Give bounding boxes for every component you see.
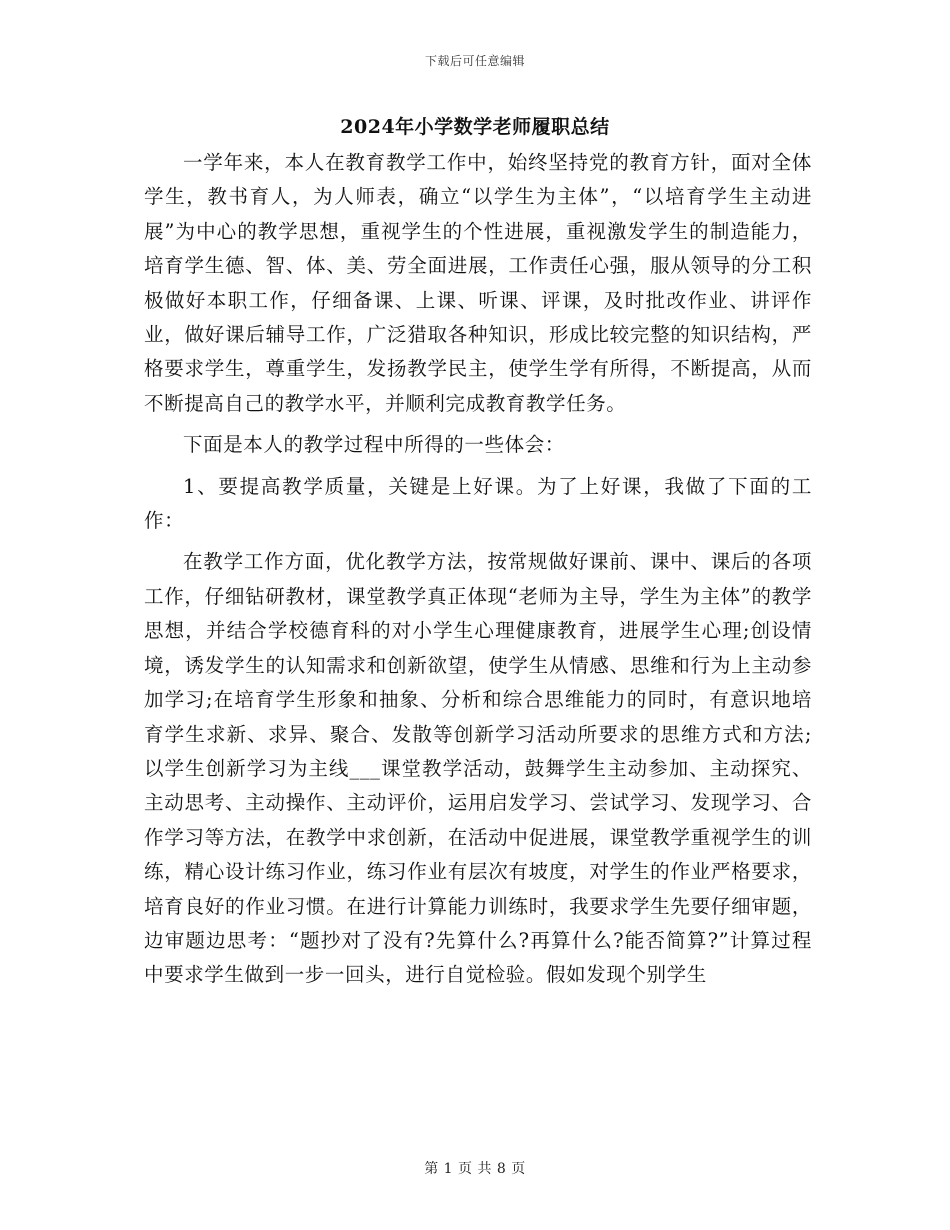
document-body	[144, 146, 812, 993]
paragraph-experience-lead: 下面是本人的教学过程中所得的一些体会：	[183, 433, 565, 457]
paragraph-point-one: 1、要提高教学质量，关键是上好课。为了上好课，我做了下面的工作：	[144, 474, 812, 533]
paragraph-intro: 一学年来，本人在教育教学工作中，始终坚持党的教育方针，面对全体学生，教书育人，为人师表，确立“以学生为主体”，“以培育学生主动进展”为中心的教学思想，重视学生的个性进展，重视激发学生的制造能力，培育学生德、智、体、美、劳全面进展，工作责任心强，服从领导的分工积极做好本职工作，仔细备课、上课、听课、评课，及时批改作业、讲评作业，做好课后辅导工作，广泛猎取各种知识，形成比较完整的知识结构，严格要求学生，尊重学生，发扬教学民主，使学生学有所得，不断提高，从而不断提高自己的教学水平，并顺利完成教育教学任务。	[144, 151, 812, 415]
document-title: 2024年小学数学老师履职总结	[340, 116, 610, 138]
header-note: 下载后可任意编辑	[424, 54, 525, 68]
page-number-footer: 第 1 页 共 8 页	[424, 1161, 526, 1177]
paragraph-teaching-work: 在教学工作方面，优化教学方法，按常规做好课前、课中、课后的各项工作，仔细钻研教材，课堂教学真正体现“老师为主导，学生为主体”的教学思想，并结合学校德育科的对小学生心理健康教育，进展学生心理;创设情境，诱发学生的认知需求和创新欲望，使学生从情感、思维和行为上主动参加学习;在培育学生形象和抽象、分析和综合思维能力的同时，有意识地培育学生求新、求异、聚合、发散等创新学习活动所要求的思维方式和方法;以学生创新学习为主线___课堂教学活动，鼓舞学生主动参加、主动探究、主动思考、主动操作、主动评价，运用启发学习、尝试学习、发现学习、合作学习等方法，在教学中求创新，在活动中促进展，课堂教学重视学生的训练，精心设计练习作业，练习作业有层次有坡度，对学生的作业严格要求，培育良好的作业习惯。在进行计算能力训练时，我要求学生先要仔细审题，边审题边思考：“题抄对了没有?先算什么?再算什么?能否简算?”计算过程中要求学生做到一步一回头，进行自觉检验。假如发现个别学生	[144, 550, 812, 987]
